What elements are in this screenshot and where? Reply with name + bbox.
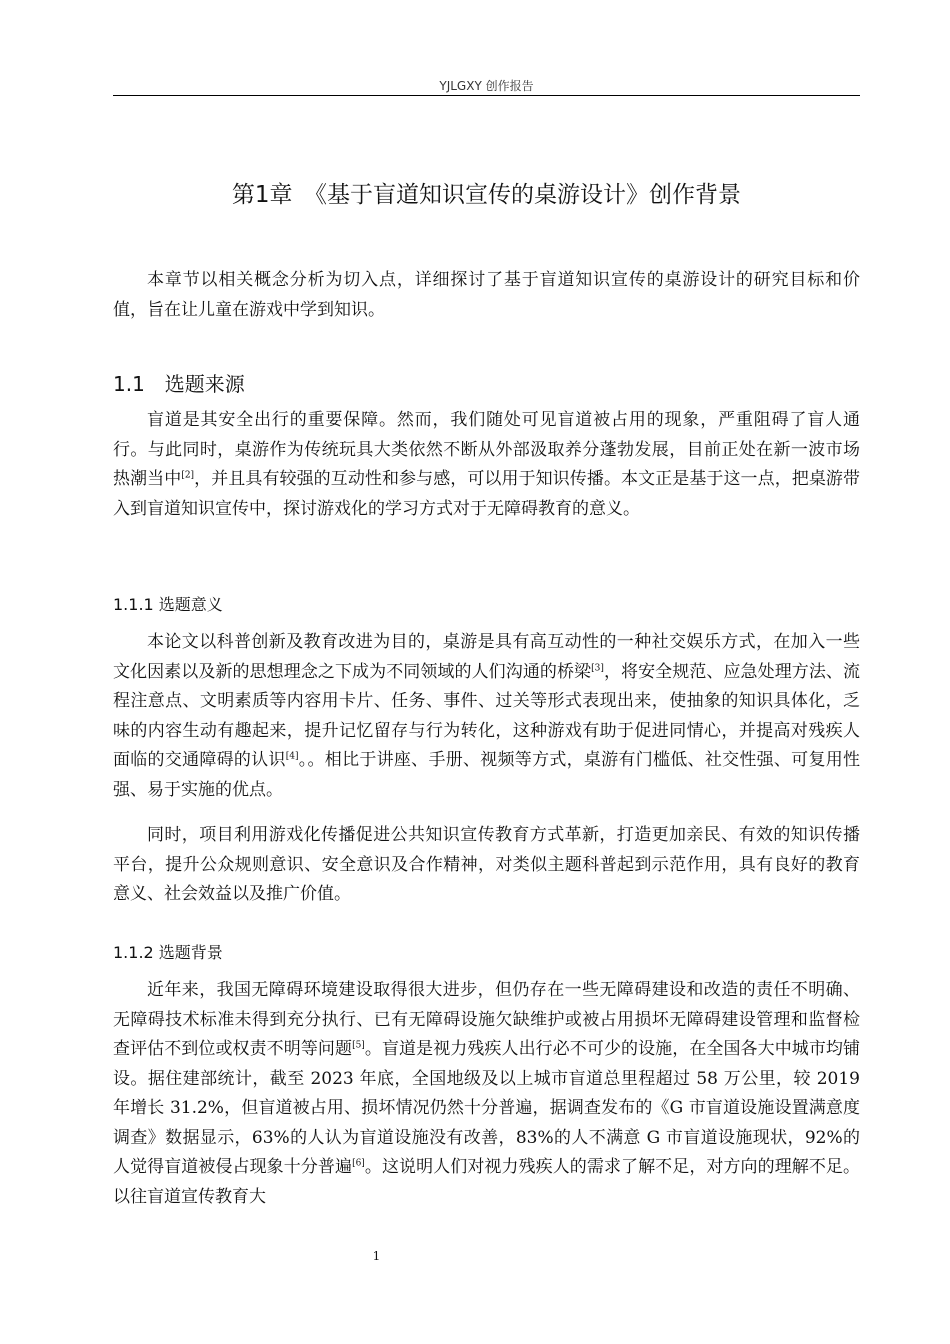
paragraph-significance-2: 同时，项目利用游戏化传播促进公共知识宣传教育方式革新，打造更加亲民、有效的知识传播平台，提升公众规则意识、安全意识及合作精神，对类似主题科普起到示范作用，具有良好的教育意义、社会效益以及推广价值。: [113, 825, 860, 904]
paragraph-significance: 本论文以科普创新及教育改进为目的，桌游是具有高互动性的一种社交娱乐方式，在加入一些文化因素以及新的思想理念之下成为不同领域的人们沟通的桥梁[3]，将安全规范、应急处理方法、流程注意点、文明素质等内容用卡片、任务、事件、过关等形式表现出来，使抽象的知识具体化，乏味的内容生动有趣起来，提升记忆留存与行为转化，这种游戏有助于促进同情心，并提高对残疾人面临的交通障碍的认识[4]。。相比于讲座、手册、视频等方式，桌游有门槛低、社交性强、可复用性强、易于实施的优点。: [113, 632, 861, 800]
intro-paragraph: 本章节以相关概念分析为切入点，详细探讨了基于盲道知识宣传的桌游设计的研究目标和价值，旨在让儿童在游戏中学到知识。: [113, 270, 860, 320]
citation-ref: [5]: [352, 1040, 365, 1051]
section-heading-1-1: 1.1 选题来源: [113, 372, 245, 396]
citation-ref: [6]: [352, 1158, 365, 1169]
section-heading-1-1-1: 1.1.1 选题意义: [113, 595, 223, 614]
section-heading-1-1-2: 1.1.2 选题背景: [113, 943, 223, 962]
citation-ref: [2]: [181, 470, 195, 481]
chapter-title: 第1章 《基于盲道知识宣传的桌游设计》创作背景: [231, 182, 742, 208]
header-divider: [113, 95, 860, 96]
citation-ref: [4]: [285, 751, 299, 762]
page-number: 1: [372, 1249, 381, 1263]
paragraph-background: 近年来，我国无障碍环境建设取得很大进步，但仍存在一些无障碍建设和改造的责任不明确、无障碍技术标准未得到充分执行、已有无障碍设施欠缺维护或被占用损坏无障碍建设管理和监督检查评估不到位或权责不明等问题[5]。盲道是视力残疾人出行必不可少的设施，在全国各大中城市均铺设。据住建部统计，截至 2023 年底，全国地级及以上城市盲道总里程超过 58 万公里，较 2019 年增长 31.2%，但盲道被占用、损坏情况仍然十分普遍，据调查发布的《G 市盲道设施设置满意度调查》数据显示，63%的人认为盲道设施没有改善，83%的人不满意 G 市盲道设施现状，92%的人觉得盲道被侵占现象十分普遍[6]。这说明人们对视力残疾人的需求了解不足，对方向的理解不足。以往盲道宣传教育大: [113, 980, 861, 1207]
paragraph-topic-source: 盲道是其安全出行的重要保障。然而，我们随处可见盲道被占用的现象，严重阻碍了盲人通行。与此同时，桌游作为传统玩具大类依然不断从外部汲取养分蓬勃发展，目前正处在新一波市场热潮当中[2]，并且具有较强的互动性和参与感，可以用于知识传播。本文正是基于这一点，把桌游带入到盲道知识宣传中，探讨游戏化的学习方式对于无障碍教育的意义。: [113, 410, 861, 519]
running-header: YJLGXY 创作报告: [439, 79, 534, 93]
citation-ref: [3]: [591, 662, 604, 673]
